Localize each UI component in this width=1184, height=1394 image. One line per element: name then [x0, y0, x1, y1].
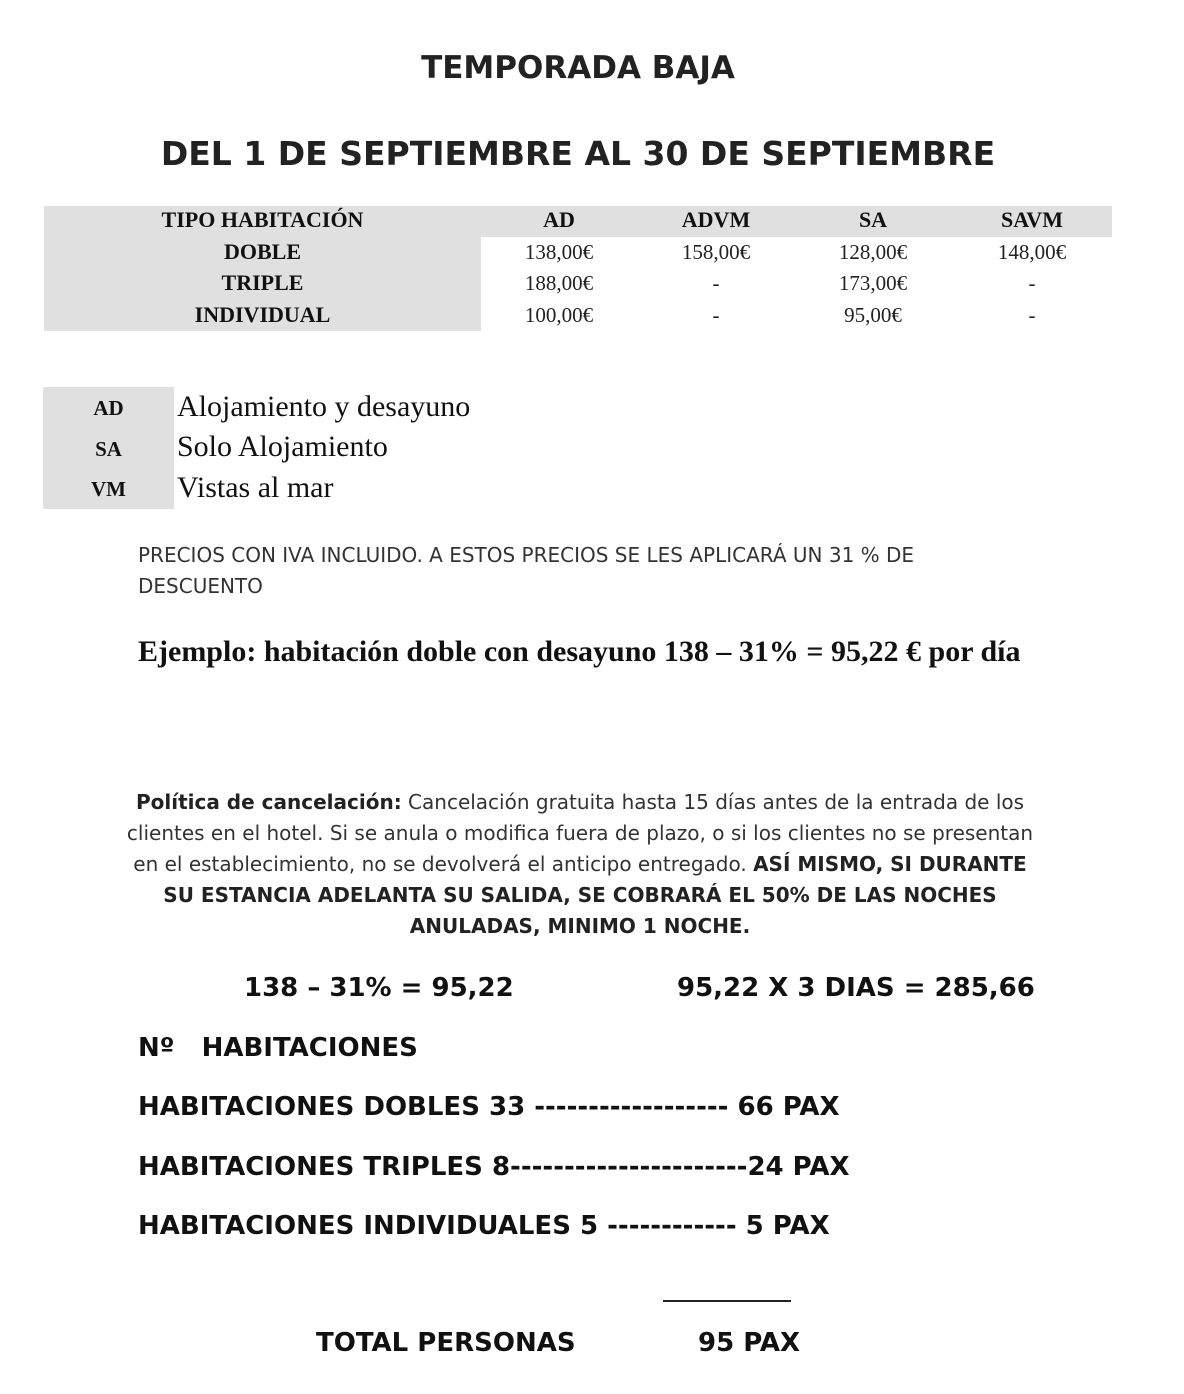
- rooms-line-triples: HABITACIONES TRIPLES 8----------------------24 PAX: [138, 1152, 850, 1182]
- legend-code: AD: [93, 396, 124, 420]
- rooms-line-individuals: HABITACIONES INDIVIDUALES 5 ------------ 5 PAX: [138, 1211, 830, 1241]
- example-calculation: Ejemplo: habitación doble con desayuno 138 – 31% = 95,22 € por día: [138, 635, 1021, 668]
- rooms-heading: Nº HABITACIONES: [138, 1033, 418, 1063]
- header-sa: SA: [858, 207, 888, 232]
- table-cell: 138,00€: [524, 240, 594, 264]
- cancellation-policy: [120, 787, 1040, 942]
- calc-total: 95,22 X 3 DIAS = 285,66: [677, 973, 1035, 1003]
- header-savm: SAVM: [1001, 207, 1063, 232]
- period-subtitle: DEL 1 DE SEPTIEMBRE AL 30 DE SEPTIEMBRE: [160, 134, 996, 173]
- iva-note: PRECIOS CON IVA INCLUIDO. A ESTOS PRECIOS SE LES APLICARÁ UN 31 % DE DESCUENTO: [138, 543, 915, 598]
- legend-code: VM: [91, 477, 126, 501]
- calc-discount: 138 – 31% = 95,22: [244, 973, 514, 1003]
- header-advm: ADVM: [681, 207, 751, 232]
- table-cell: 173,00€: [838, 271, 908, 295]
- table-cell: 148,00€: [997, 240, 1067, 264]
- rooms-line-doubles: HABITACIONES DOBLES 33 ------------------ 66 PAX: [138, 1092, 840, 1122]
- table-cell: -: [712, 271, 720, 295]
- table-cell: 158,00€: [681, 240, 751, 264]
- legend-description: Vistas al mar: [177, 471, 334, 504]
- policy-label: Política de cancelación:: [135, 790, 402, 814]
- row-label-individual: INDIVIDUAL: [194, 302, 331, 327]
- table-cell: 95,00€: [844, 303, 902, 327]
- legend-code: SA: [95, 437, 122, 461]
- total-label: TOTAL PERSONAS: [316, 1328, 576, 1358]
- policy-bold-text: ASÍ MISMO, SI DURANTE SU ESTANCIA ADELANTA SU SALIDA, SE COBRARÁ EL 50% DE LAS NOCHES ANULADAS, MINIMO 1 NOCHE.: [163, 852, 1027, 938]
- sum-divider: [663, 1300, 791, 1302]
- legend-description: Solo Alojamiento: [177, 430, 388, 463]
- legend-description: Alojamiento y desayuno: [177, 390, 471, 423]
- table-cell: 128,00€: [838, 240, 908, 264]
- row-label-triple: TRIPLE: [221, 270, 304, 295]
- header-room-type: TIPO HABITACIÓN: [161, 207, 364, 232]
- total-value: 95 PAX: [698, 1328, 801, 1358]
- row-label-doble: DOBLE: [223, 239, 302, 264]
- policy-text: Cancelación gratuita hasta 15 días antes de la entrada de los clientes en el hotel. Si se anula o modifica fuera de plazo, o si los clientes no se presentan en el establecimiento, no se devolverá el anticipo entregado.: [126, 790, 1034, 876]
- table-cell: -: [1028, 271, 1036, 295]
- header-ad: AD: [543, 207, 575, 232]
- page-title: TEMPORADA BAJA: [421, 50, 735, 86]
- table-cell: -: [1028, 303, 1036, 327]
- table-cell: 188,00€: [524, 271, 594, 295]
- table-cell: -: [712, 303, 720, 327]
- table-cell: 100,00€: [524, 303, 594, 327]
